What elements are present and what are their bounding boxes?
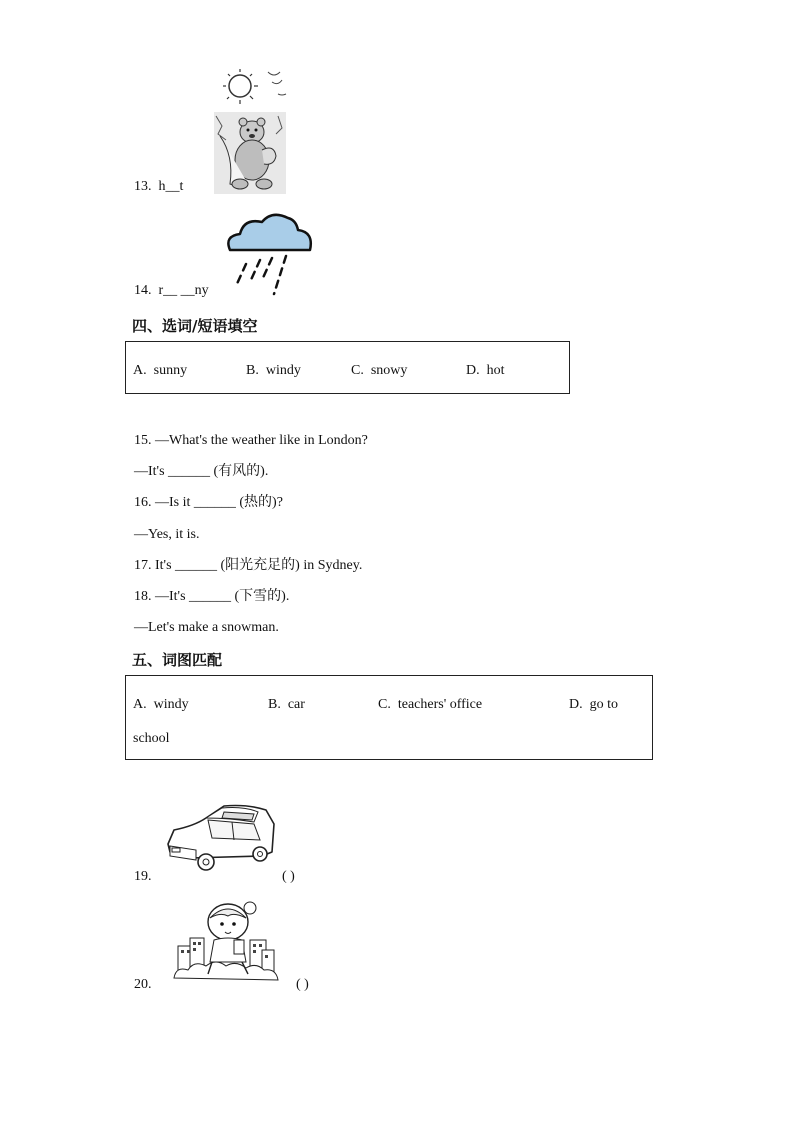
match-option-b: B. car (268, 697, 305, 712)
question-20-number: 20. (134, 977, 152, 992)
car-picture (164, 804, 276, 872)
match-option-d-text: go to (589, 697, 619, 712)
question-14 (134, 282, 209, 300)
question-13-number: 13. (134, 179, 152, 194)
match-option-c: C. teachers' office (378, 697, 483, 712)
girl-going-to-school-picture (172, 900, 282, 984)
question-16-line-2: —Yes, it is. (134, 527, 200, 542)
word-option-b: B. windy (246, 363, 301, 378)
sun-bear-picture (212, 66, 288, 194)
section-4-title: 四、选词/短语填空 (132, 317, 258, 335)
word-option-a-text: sunny (153, 363, 188, 378)
match-option-d: D. go to (569, 697, 619, 712)
word-option-c-text: snowy (370, 363, 408, 378)
section-5-title: 五、词图匹配 (132, 651, 223, 669)
question-14-text: r__ __ny (158, 283, 209, 298)
question-16-line-1: 16. —Is it ______ (热的)? (134, 495, 283, 510)
match-option-b-text: car (287, 697, 305, 712)
word-option-c: C. snowy (351, 363, 408, 378)
question-15-line-1: 15. —What's the weather like in London? (134, 433, 368, 448)
question-17-line-1: 17. It's ______ (阳光充足的) in Sydney. (134, 558, 363, 573)
question-13 (134, 178, 183, 196)
section-4-word-box (125, 341, 570, 394)
word-option-a: A. sunny (133, 363, 188, 378)
question-15-line-2: —It's ______ (有风的). (134, 464, 269, 479)
question-19-answer-blank: ( ) (282, 869, 295, 884)
question-13-text: h__t (158, 179, 184, 194)
match-option-d-wrap: school (133, 731, 170, 746)
match-option-a: A. windy (133, 697, 189, 712)
word-option-d: D. hot (466, 363, 505, 378)
match-option-a-text: windy (153, 697, 189, 712)
question-19-number: 19. (134, 869, 152, 884)
question-20-answer-blank: ( ) (296, 977, 309, 992)
question-14-number: 14. (134, 283, 152, 298)
word-option-d-text: hot (486, 363, 505, 378)
word-option-b-text: windy (265, 363, 301, 378)
question-18-line-2: —Let's make a snowman. (134, 620, 279, 635)
rain-cloud-icon (224, 214, 316, 296)
question-18-line-1: 18. —It's ______ (下雪的). (134, 589, 290, 604)
match-option-c-text: teachers' office (397, 697, 483, 712)
section-5-word-box (125, 675, 653, 760)
